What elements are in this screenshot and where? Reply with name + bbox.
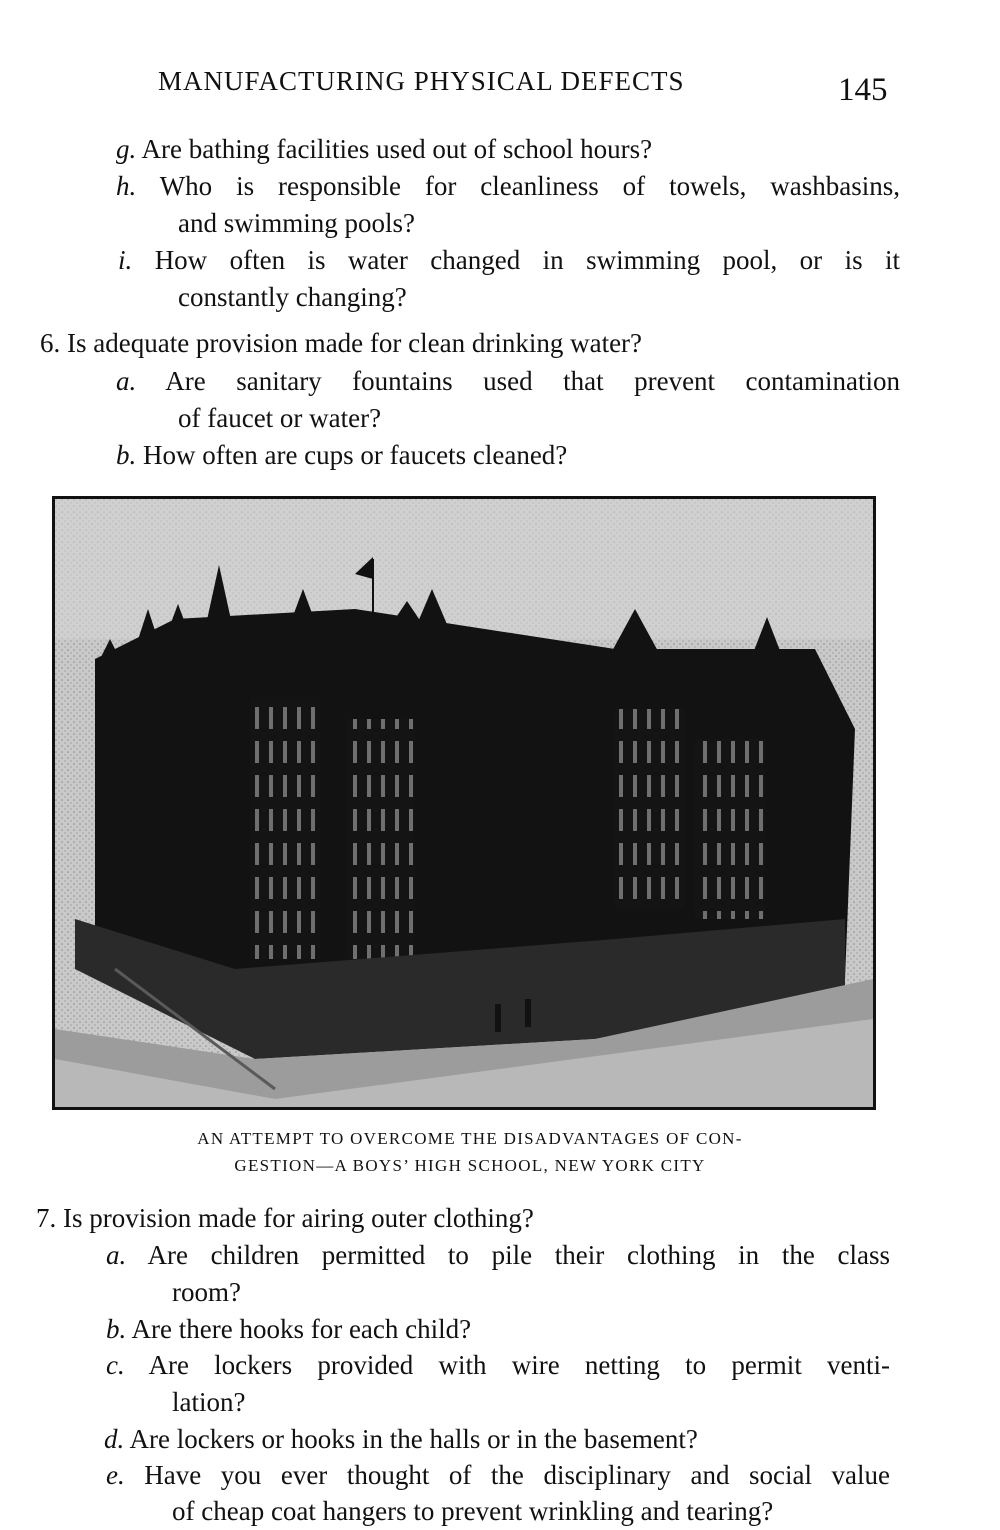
- question-5i-cont: constantly changing?: [178, 282, 407, 312]
- item-text: How often is water changed in swimming pool, or is it: [154, 245, 900, 275]
- question-6: [40, 325, 642, 361]
- question-7b: [106, 1311, 471, 1347]
- question-7a: [106, 1237, 890, 1273]
- item-label: c.: [106, 1350, 125, 1380]
- question-6a: [116, 363, 900, 399]
- question-5h-cont: and swimming pools?: [178, 208, 415, 238]
- question-7c-cont: lation?: [172, 1387, 246, 1417]
- question-number: 6.: [40, 328, 61, 358]
- page-number: 145: [838, 72, 888, 108]
- figure-caption-line1: AN ATTEMPT TO OVERCOME THE DISADVANTAGES OF CON-: [197, 1129, 743, 1148]
- question-7c: [106, 1347, 890, 1383]
- item-text: Who is responsible for cleanliness of towels, washbasins,: [159, 171, 900, 201]
- item-label: b.: [106, 1314, 127, 1344]
- question-5h: [116, 168, 900, 204]
- item-text: Are there hooks for each child?: [131, 1314, 472, 1344]
- item-text: Are sanitary fountains used that prevent contamination: [165, 366, 900, 396]
- item-text: Are lockers or hooks in the halls or in the basement?: [129, 1424, 698, 1454]
- question-number: 7.: [36, 1203, 57, 1233]
- running-title: MANUFACTURING PHYSICAL DEFECTS: [158, 66, 685, 96]
- question-5i: [118, 242, 900, 278]
- building-illustration: [55, 499, 873, 1107]
- question-7e: [106, 1457, 890, 1493]
- question-7: [36, 1200, 534, 1236]
- item-label: h.: [116, 171, 137, 201]
- figure-caption-line2: GESTION—A BOYS’ HIGH SCHOOL, NEW YORK CITY: [234, 1156, 706, 1175]
- question-7e-cont: of cheap coat hangers to prevent wrinkling and tearing?: [172, 1496, 774, 1526]
- question-6b: [116, 437, 567, 473]
- item-label: e.: [106, 1460, 125, 1490]
- item-text: Have you ever thought of the disciplinary and social value: [144, 1460, 890, 1490]
- item-text: Are bathing facilities used out of school hours?: [141, 134, 653, 164]
- item-label: b.: [116, 440, 137, 470]
- item-label: d.: [104, 1424, 125, 1454]
- question-6a-cont: of faucet or water?: [178, 403, 382, 433]
- question-7d: [104, 1421, 698, 1457]
- item-text: How often are cups or faucets cleaned?: [143, 440, 568, 470]
- item-label: i.: [118, 245, 133, 275]
- item-label: g.: [116, 134, 137, 164]
- question-text: Is adequate provision made for clean drinking water?: [67, 328, 643, 358]
- item-label: a.: [106, 1240, 127, 1270]
- school-building-photo: [52, 496, 876, 1110]
- item-label: a.: [116, 366, 137, 396]
- running-header: [158, 66, 908, 110]
- question-7a-cont: room?: [172, 1277, 241, 1307]
- question-text: Is provision made for airing outer clothing?: [63, 1203, 534, 1233]
- question-5g: [116, 131, 652, 167]
- item-text: Are lockers provided with wire netting to permit venti-: [148, 1350, 891, 1380]
- item-text: Are children permitted to pile their clothing in the class: [147, 1240, 890, 1270]
